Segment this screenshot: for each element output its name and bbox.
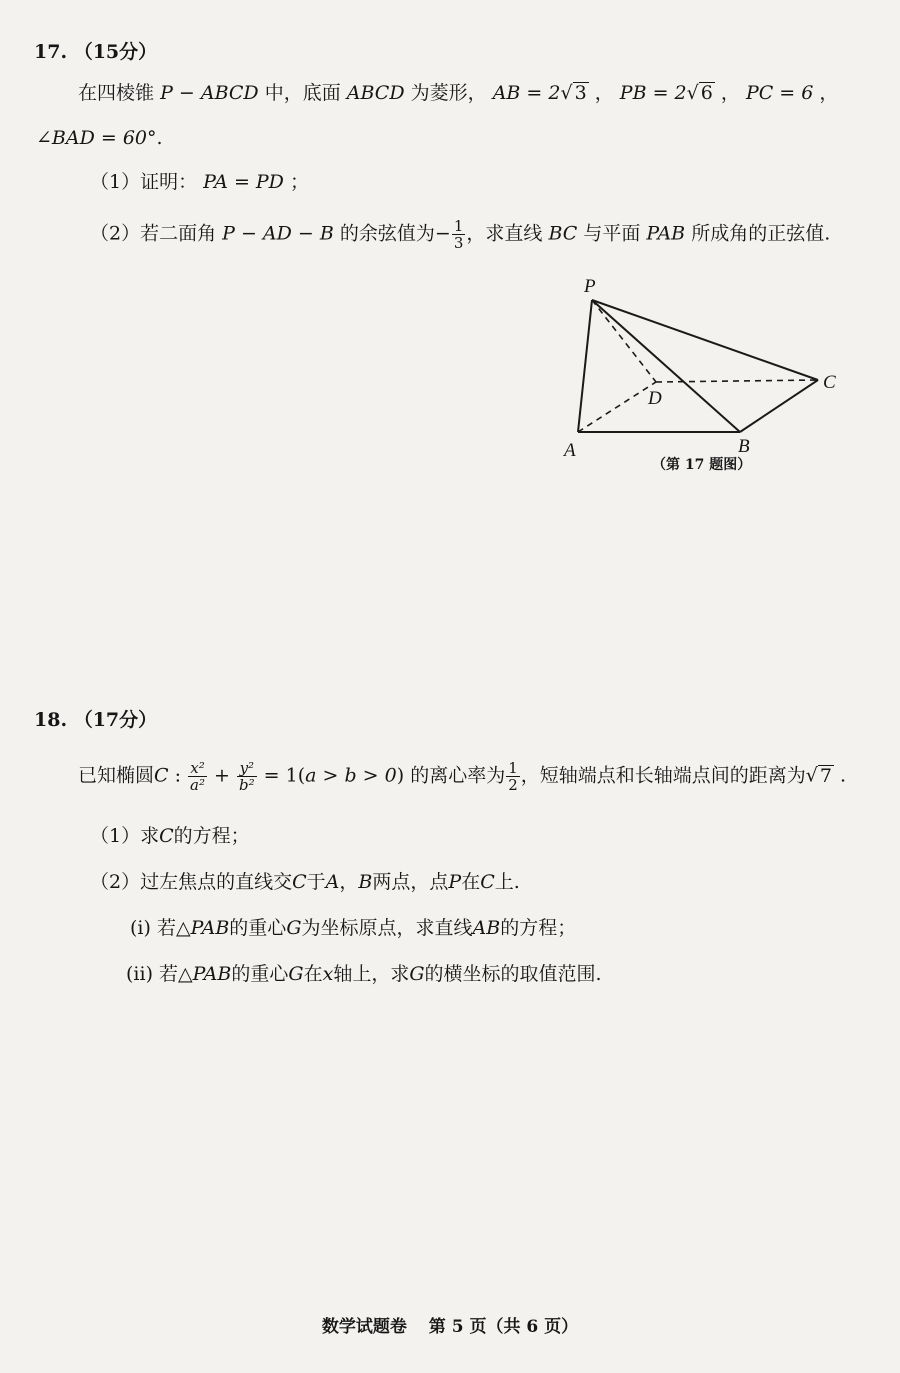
q18-sub2	[126, 960, 602, 988]
q18-sub2-text: 在	[303, 963, 323, 985]
q18-part2-end: 上.	[494, 871, 520, 893]
q18-part2-c2: C	[480, 871, 495, 893]
q17-angle-line	[36, 124, 163, 152]
edge-pa	[578, 300, 592, 432]
q18-period: .	[840, 764, 847, 787]
edge-bc	[740, 380, 818, 432]
q18-sub2-text: 的重心	[231, 963, 289, 985]
q17-ab: AB = 2	[492, 82, 561, 104]
q18-sub2-label: (ii) 若	[126, 963, 179, 985]
q18-part2	[90, 868, 520, 896]
q17-minus: −	[434, 222, 451, 245]
q18-point-b: B	[358, 871, 373, 893]
q18-sub1-text: 的重心	[229, 917, 287, 939]
q17-number: 17.	[34, 41, 68, 63]
q17-pb-radicand: 6	[700, 82, 713, 104]
q17-comma: ，	[819, 82, 839, 104]
edge-dc-hidden	[656, 380, 818, 382]
q18-ellipse-name: C	[154, 764, 169, 787]
q17-angle: ∠BAD = 60°	[36, 127, 157, 149]
q18-sub1-g: G	[286, 917, 302, 939]
q18-part2-text: 在	[461, 871, 481, 893]
q18-sub1-ab: AB	[472, 917, 501, 939]
q18-x-num: x²	[188, 760, 207, 777]
q17-part1-label: （1）证明：	[90, 171, 198, 193]
q18-colon: :	[168, 764, 188, 787]
q17-part2-text: ，求直线	[466, 222, 543, 245]
q17-part2-end: 所成角的正弦值.	[691, 222, 831, 245]
q18-y-fraction	[237, 760, 257, 793]
q18-eq: = 1(	[257, 764, 306, 787]
q17-figure	[550, 270, 850, 480]
q17-bc: BC	[548, 222, 578, 245]
vertex-label-c: C	[823, 372, 836, 393]
q17-pc: PC = 6	[745, 82, 814, 104]
q17-stem-text: 为菱形，	[410, 82, 487, 104]
q18-part1-end: 的方程；	[173, 825, 250, 847]
q18-part2-text: 两点，点	[372, 871, 449, 893]
q18-stem-text: ，短轴端点和长轴端点间的距离为	[520, 764, 806, 787]
q17-fraction-num: 1	[453, 217, 464, 235]
q17-stem-text: 中，底面	[264, 82, 341, 104]
q18-sub1	[130, 914, 576, 942]
page-footer	[0, 1312, 900, 1337]
q17-comma: ，	[720, 82, 740, 104]
q18-sub2-end: 的横坐标的取值范围.	[424, 963, 602, 985]
edge-pb	[592, 300, 740, 432]
q17-part2-label: （2）若二面角	[90, 222, 217, 245]
q17-part2-text: 与平面	[583, 222, 641, 245]
q18-x-den: a²	[190, 776, 206, 794]
q17-pb: PB = 2	[619, 82, 687, 104]
q17-part1-eq: PA = PD	[203, 171, 284, 193]
q18-sub1-end: 的方程；	[500, 917, 577, 939]
edge-pc	[592, 300, 818, 380]
q18-point-p: P	[448, 871, 462, 893]
q18-e-den: 2	[508, 776, 518, 794]
footer-subject: 数学试题卷	[321, 1317, 407, 1337]
edge-ad-hidden	[578, 382, 656, 432]
sqrt-icon: √	[560, 82, 573, 104]
q18-y-den: b²	[239, 776, 255, 794]
q18-sub2-g2: G	[409, 963, 425, 985]
vertex-label-p: P	[584, 276, 596, 297]
pyramid-diagram	[550, 270, 850, 480]
vertex-label-d: D	[648, 388, 662, 409]
q17-score: （15分）	[73, 41, 158, 63]
q18-score: （17分）	[73, 709, 158, 731]
q17-stem	[78, 79, 838, 107]
q18-dist-radicand: 7	[819, 764, 832, 787]
sqrt-icon: √	[805, 764, 818, 787]
q17-part1	[90, 168, 309, 196]
q18-part2-text: 于	[306, 871, 326, 893]
q18-e-fraction	[506, 760, 520, 793]
q18-point-a: A	[325, 871, 340, 893]
q18-sub2-triangle: △PAB	[178, 963, 232, 985]
q18-part1-c: C	[159, 825, 174, 847]
q18-part2-text: （2）过左焦点的直线交	[90, 871, 293, 893]
q18-plus: +	[208, 764, 237, 787]
q18-sub1-label: (i) 若	[130, 917, 176, 939]
vertex-label-b: B	[738, 436, 750, 457]
sqrt-icon: √	[686, 82, 699, 104]
q18-stem	[78, 760, 846, 793]
q18-y-num: y²	[237, 760, 257, 777]
q18-header	[34, 706, 157, 734]
q17-dihedral: P − AD − B	[222, 222, 334, 245]
q18-stem-text: 的离心率为	[410, 764, 506, 787]
q17-stem-text: 在四棱锥	[78, 82, 155, 104]
q17-pab: PAB	[646, 222, 686, 245]
q18-condition: a > b > 0	[305, 764, 397, 787]
q18-part2-comma: ，	[339, 871, 359, 893]
q18-sub2-g: G	[288, 963, 304, 985]
q17-pyramid: P − ABCD	[160, 82, 259, 104]
q18-sub2-x: x	[322, 963, 334, 985]
q18-part1-label: （1）求	[90, 825, 160, 847]
figure-caption: （第 17 题图）	[652, 457, 752, 473]
q18-sub2-text: 轴上，求	[333, 963, 410, 985]
q18-e-num: 1	[508, 759, 518, 777]
footer-page-number: 第 5 页（共 6 页）	[428, 1317, 579, 1337]
q17-comma: ，	[594, 82, 614, 104]
q18-x-fraction	[188, 760, 207, 793]
vertex-label-a: A	[564, 440, 576, 461]
q17-fraction-den: 3	[453, 234, 464, 252]
q18-stem-text: 已知椭圆	[78, 764, 155, 787]
q17-header	[34, 38, 157, 66]
q18-part1	[90, 822, 250, 850]
q17-part2	[90, 218, 830, 251]
q18-sub1-text: 为坐标原点，求直线	[301, 917, 473, 939]
q18-number: 18.	[34, 709, 68, 731]
q17-fraction	[452, 218, 466, 251]
q18-part2-c: C	[292, 871, 307, 893]
q17-part1-end: ；	[289, 171, 309, 193]
q18-cond-end: )	[396, 764, 405, 787]
q17-period: .	[156, 127, 163, 149]
q18-sub1-triangle: △PAB	[175, 917, 230, 939]
q17-part2-text: 的余弦值为	[339, 222, 435, 245]
q17-base: ABCD	[346, 82, 405, 104]
q17-ab-radicand: 3	[574, 82, 587, 104]
